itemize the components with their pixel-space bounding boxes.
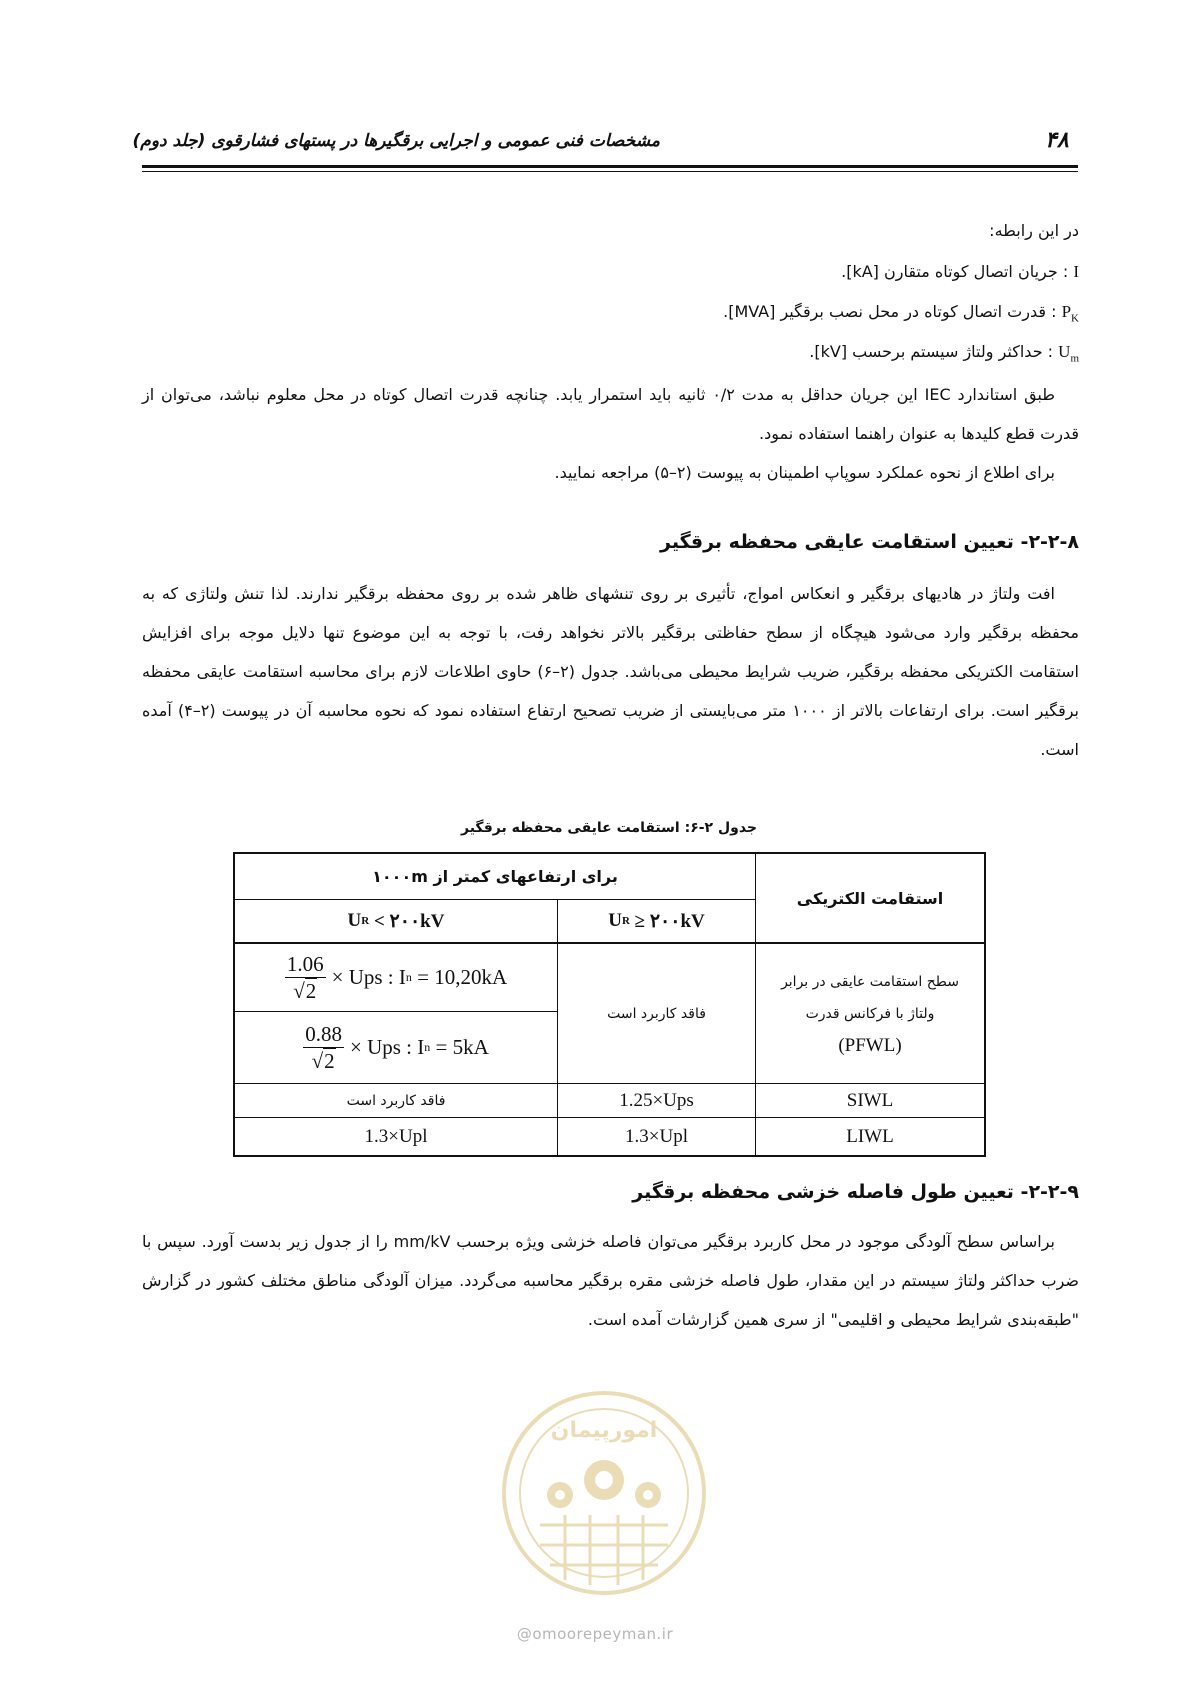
- header-electrical-strength: استقامت الکتریکی: [796, 888, 944, 908]
- definition-i: [841, 261, 1079, 283]
- header-ur-lt-200kv: U R < ۲۰۰kV: [347, 910, 445, 932]
- siwl-ge-200kv: 1.25×Ups: [619, 1089, 694, 1111]
- header-rule-thin: [142, 171, 1078, 172]
- liwl-ge-200kv: 1.3×Upl: [625, 1125, 688, 1147]
- row-label-siwl: SIWL: [846, 1089, 894, 1111]
- appendix-paragraph: برای اطلاع از نحوه عملکرد سوپاپ اطمینان به پیوست (۲–۵) مراجعه نمایید.: [554, 463, 1055, 482]
- where-label: در این رابطه:: [989, 221, 1079, 240]
- page-number: ۴۸: [1045, 128, 1069, 153]
- section-heading-2-2-9: ۲-۲-۹- تعیین طول فاصله خزشی محفظه برقگیر: [632, 1181, 1079, 1203]
- pfwl-lt-200kv-formula-b: $\frac{0.88}{√2}$ × Ups : I n = 5kA: [305, 1022, 489, 1073]
- running-header-title: مشخصات فنی عمومی و اجرایی برقگیرها در پستهای فشارقوی (جلد دوم): [132, 131, 660, 151]
- row-label-liwl: LIWL: [846, 1125, 894, 1147]
- watermark-url: @omoorepeyman.ir: [516, 1625, 674, 1643]
- section-2-2-8-body: افت ولتاژ در هادیهای برقگیر و انعکاس امواج، تأثیری بر روی تنشهای ظاهر شده بر روی محفظه برقگیر ندارند. لذا تنش ولتاژی که به محفظه برقگیر وارد می‌شود هیچگاه از سطح حفاظتی برقگیر بالاتر نخواهد رفت، با توجه به این موضوع تنها دلایل موجه برای افزایش استقامت الکتریکی محفظه برقگیر، ضریب شرایط محیطی می‌باشد. جدول (۲–۶) حاوی اطلاعات لازم برای محاسبه استقامت عایقی محفظه برقگیر است. برای ارتفاعات بالاتر از ۱۰۰۰ متر می‌بایستی از ضریب تصحیح ارتفاع استفاده نمود که نحوه محاسبه آن در پیوست (۲–۴) آمده است.: [142, 584, 1079, 759]
- pfwl-lt-200kv-formula-a: $\frac{1.06}{√2}$ × Ups : I n = 10,20kA: [286, 952, 508, 1003]
- definition-i-text: : جریان اتصال کوتاه متقارن [kA].: [841, 262, 1069, 281]
- siwl-lt-200kv: فاقد کاربرد است: [346, 1092, 446, 1109]
- header-rule-thick: [142, 165, 1078, 168]
- definition-um: [809, 341, 1079, 369]
- watermark-seal-logo: [490, 1375, 718, 1605]
- header-altitude-group: برای ارتفاعهای کمتر از ۱۰۰۰m: [372, 867, 618, 886]
- definition-pk-text: : قدرت اتصال کوتاه در محل نصب برقگیر [MVA].: [723, 302, 1057, 321]
- symbol-i: I: [1073, 262, 1079, 281]
- pfwl-ge-200kv: فاقد کاربرد است: [607, 1005, 706, 1022]
- header-ur-ge-200kv: U R ≥ ۲۰۰kV: [608, 910, 705, 932]
- watermark-seal-text: امورپیمان: [550, 1418, 658, 1443]
- section-2-2-9-body: براساس سطح آلودگی موجود در محل کاربرد برقگیر می‌توان فاصله خزشی ویژه برحسب mm/kV را از جدول زیر بدست آورد. سپس با ضرب حداکثر ولتاژ سیستم در این مقدار، طول فاصله خزشی مقره برقگیر محاسبه می‌گردد. میزان آلودگی مناطق مختلف کشور در گزارش "طبقه‌بندی شرایط محیطی و اقلیمی" از سری همین گزارشات آمده است.: [142, 1232, 1079, 1329]
- iec-paragraph: طبق استاندارد IEC این جریان حداقل به مدت ۰/۲ ثانیه باید استمرار یابد. چنانچه قدرت اتصال کوتاه در محل معلوم نباشد، می‌توان از قدرت قطع کلیدها به عنوان راهنما استفاده نمود.: [142, 385, 1079, 443]
- definition-um-text: : حداکثر ولتاژ سیستم برحسب [kV].: [809, 342, 1054, 361]
- table-caption: جدول ۲-۶: استقامت عایقی محفظه برقگیر: [461, 820, 757, 836]
- section-heading-2-2-8: ۲-۲-۸- تعیین استقامت عایقی محفظه برقگیر: [660, 531, 1079, 553]
- symbol-pk: $P_K$: [1061, 302, 1079, 325]
- liwl-lt-200kv: 1.3×Upl: [364, 1125, 428, 1147]
- insulation-strength-table: [233, 852, 986, 1157]
- definition-pk: [723, 301, 1079, 329]
- row-label-pfwl: سطح استقامت عایقی در برابر ولتاژ با فرکانس قدرت (PFWL): [781, 973, 959, 1056]
- symbol-um: $U_m$: [1058, 342, 1079, 365]
